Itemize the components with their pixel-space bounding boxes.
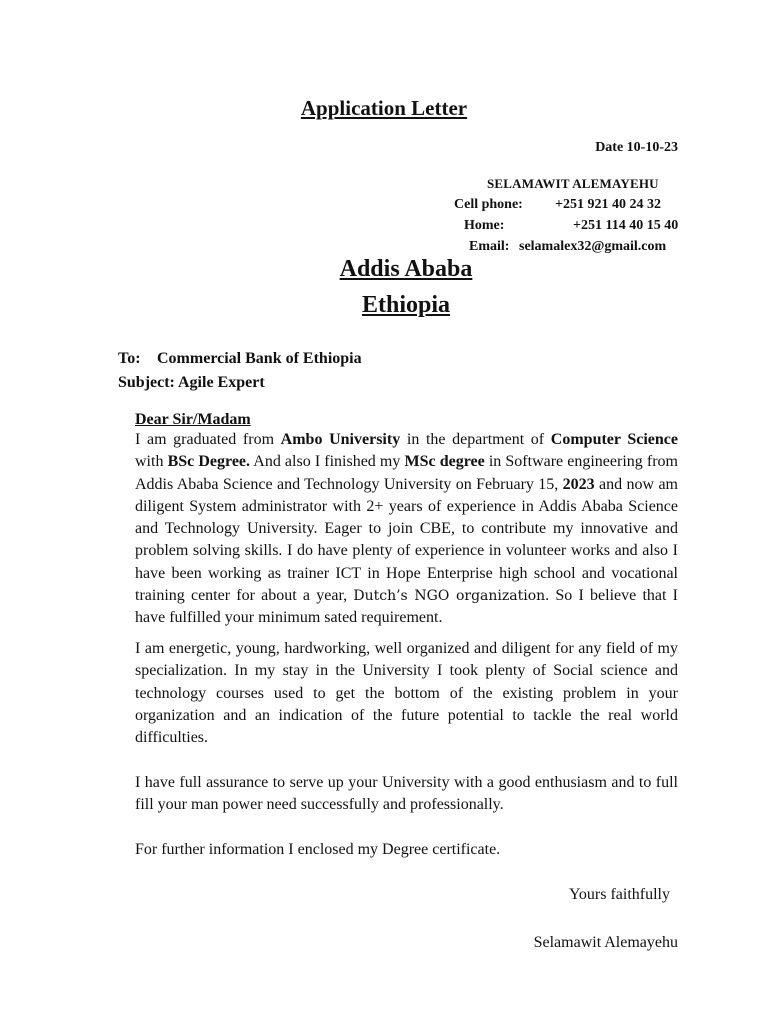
paragraph-4: For further information I enclosed my Degree certificate. xyxy=(135,841,501,858)
city-name: Addis Ababa xyxy=(339,256,473,282)
paragraph-2: I am energetic, young, hardworking, well organized and diligent for any field of my specialization. In my stay in the University I took plenty of Social science and technology courses used to get the bottom of the existing problem in your organization and an indication of the future potential to tackle the real world difficulties. xyxy=(135,640,678,747)
subject-line: Subject: Agile Expert xyxy=(118,374,265,391)
p1-text-7: . So I believe that I have fulfilled your minimum sated requirement. xyxy=(135,587,679,627)
sender-name: SELAMAWIT ALEMAYEHU xyxy=(487,176,659,191)
letter-date: Date 10-10-23 xyxy=(595,140,678,155)
signature-name: Selamawit Alemayehu xyxy=(533,934,678,951)
paragraph-1 xyxy=(135,429,678,630)
p1-text-6: and now am diligent System administrator with 2+ years of experience in Addis Ababa Science and Technology University. Eager to join CBE, to contribute my innovative and problem solving skills. I do have plenty of experience in volunteer works and also I have been working as trainer ICT in Hope Enterprise high school and vocational training center for about a year, xyxy=(135,475,679,605)
p1-text-4: And also I finished my xyxy=(250,453,405,471)
cell-phone-label: Cell phone: xyxy=(454,197,523,212)
p1-text-5: in Software engineering from Addis Ababa Science and Technology University on February 15, xyxy=(135,453,679,493)
country-line xyxy=(0,292,768,319)
p1-text-2: in the department of xyxy=(400,431,551,448)
p1-text-3: with xyxy=(135,453,168,471)
paragraph-3: I have full assurance to serve up your University with a good enthusiasm and to full fill your man power need successfully and professionally. xyxy=(135,774,678,814)
recipient-name: Commercial Bank of Ethiopia xyxy=(157,350,362,367)
letter-title-block xyxy=(0,96,768,121)
home-phone-value: +251 114 40 15 40 xyxy=(573,218,679,233)
email-value: selamalex32@gmail.com xyxy=(519,239,667,254)
cell-phone-value: +251 921 40 24 32 xyxy=(555,197,661,212)
p1-bold-bsc: BSc Degree. xyxy=(167,453,251,471)
closing: Yours faithfully xyxy=(568,886,670,903)
p1-bold-msc: MSc degree xyxy=(404,453,485,471)
salutation: Dear Sir/Madam xyxy=(135,411,251,428)
city-line xyxy=(0,256,768,283)
sender-contact-block xyxy=(454,173,684,257)
recipient-block xyxy=(118,347,362,395)
p1-bold-department: Computer Science xyxy=(550,431,679,448)
email-row xyxy=(454,236,684,257)
to-label: To: xyxy=(118,350,141,367)
p1-ngo-name: Dutch’s NGO organization xyxy=(353,588,546,605)
p1-text-1: I am graduated from xyxy=(135,431,281,448)
recipient-line xyxy=(118,347,362,371)
p1-bold-university: Ambo University xyxy=(280,431,401,448)
country-name: Ethiopia xyxy=(361,292,451,318)
cell-phone-row xyxy=(454,194,684,215)
home-phone-row xyxy=(454,215,684,236)
email-label: Email: xyxy=(469,239,510,254)
p1-bold-year: 2023 xyxy=(562,475,595,493)
home-phone-label: Home: xyxy=(464,218,505,233)
letter-title: Application Letter xyxy=(300,96,468,120)
